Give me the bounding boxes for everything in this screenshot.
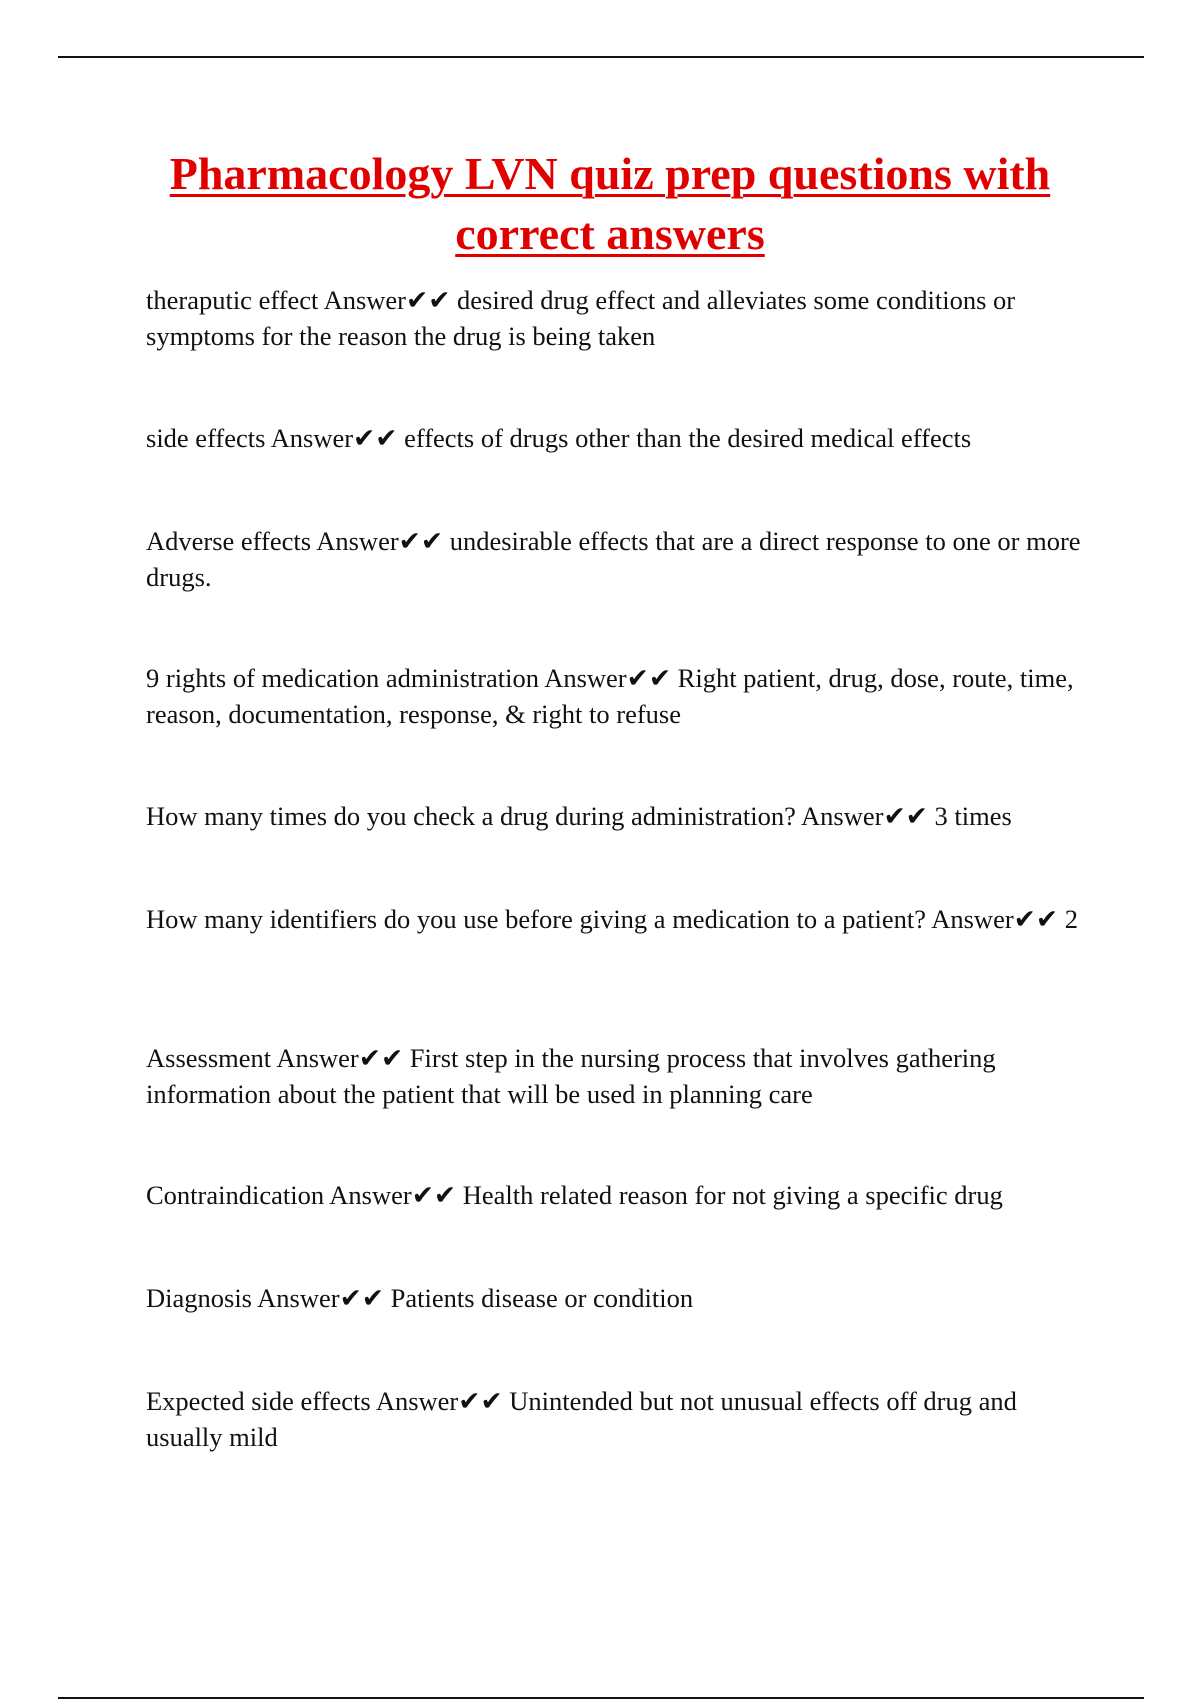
answer-label: Answer✔✔ [329,1180,457,1210]
qa-answer: First step in the nursing process that involves gathering information about the patient that will be used in planning care [146,1043,996,1109]
qa-answer: 3 times [934,801,1012,831]
qa-item [146,420,1090,456]
qa-item [146,523,1090,595]
qa-answer: Unintended but not unusual effects off drug and usually mild [146,1386,1017,1452]
qa-item [146,282,1090,354]
qa-item [146,1383,1090,1455]
qa-answer: effects of drugs other than the desired medical effects [404,423,972,453]
qa-term: theraputic effect [146,285,319,315]
answer-label: Answer✔✔ [931,904,1059,934]
qa-term: Diagnosis [146,1283,252,1313]
qa-answer: 2 [1064,904,1078,934]
qa-item [146,1040,1090,1112]
bottom-rule [58,1697,1144,1699]
qa-item [146,901,1090,937]
qa-item [146,1177,1090,1213]
answer-label: Answer✔✔ [270,423,398,453]
qa-term: side effects [146,423,266,453]
qa-answer: Health related reason for not giving a specific drug [462,1180,1003,1210]
qa-term: Adverse effects [146,526,312,556]
qa-term: Assessment [146,1043,272,1073]
answer-label: Answer✔✔ [257,1283,385,1313]
qa-term: Expected side effects [146,1386,371,1416]
qa-answer: desired drug effect and alleviates some conditions or symptoms for the reason the drug is being taken [146,285,1016,351]
answer-label: Answer✔✔ [375,1386,503,1416]
answer-label: Answer✔✔ [544,663,672,693]
answer-label: Answer✔✔ [316,526,444,556]
qa-term: Contraindication [146,1180,325,1210]
answer-label: Answer✔✔ [276,1043,404,1073]
qa-answer: Right patient, drug, dose, route, time, reason, documentation, response, & right to refuse [146,663,1074,729]
answer-label: Answer✔✔ [323,285,451,315]
qa-term: How many identifiers do you use before giving a medication to a patient? [146,904,927,934]
qa-term: How many times do you check a drug during administration? [146,801,796,831]
qa-answer: Patients disease or condition [390,1283,694,1313]
qa-answer: undesirable effects that are a direct response to one or more drugs. [146,526,1081,592]
top-rule [58,56,1144,58]
answer-label: Answer✔✔ [801,801,928,831]
qa-item [146,660,1090,732]
qa-item [146,798,1090,834]
page-title: Pharmacology LVN quiz prep questions with correct answers [169,148,1051,259]
qa-item [146,1280,1090,1316]
qa-term: 9 rights of medication administration [146,663,540,693]
